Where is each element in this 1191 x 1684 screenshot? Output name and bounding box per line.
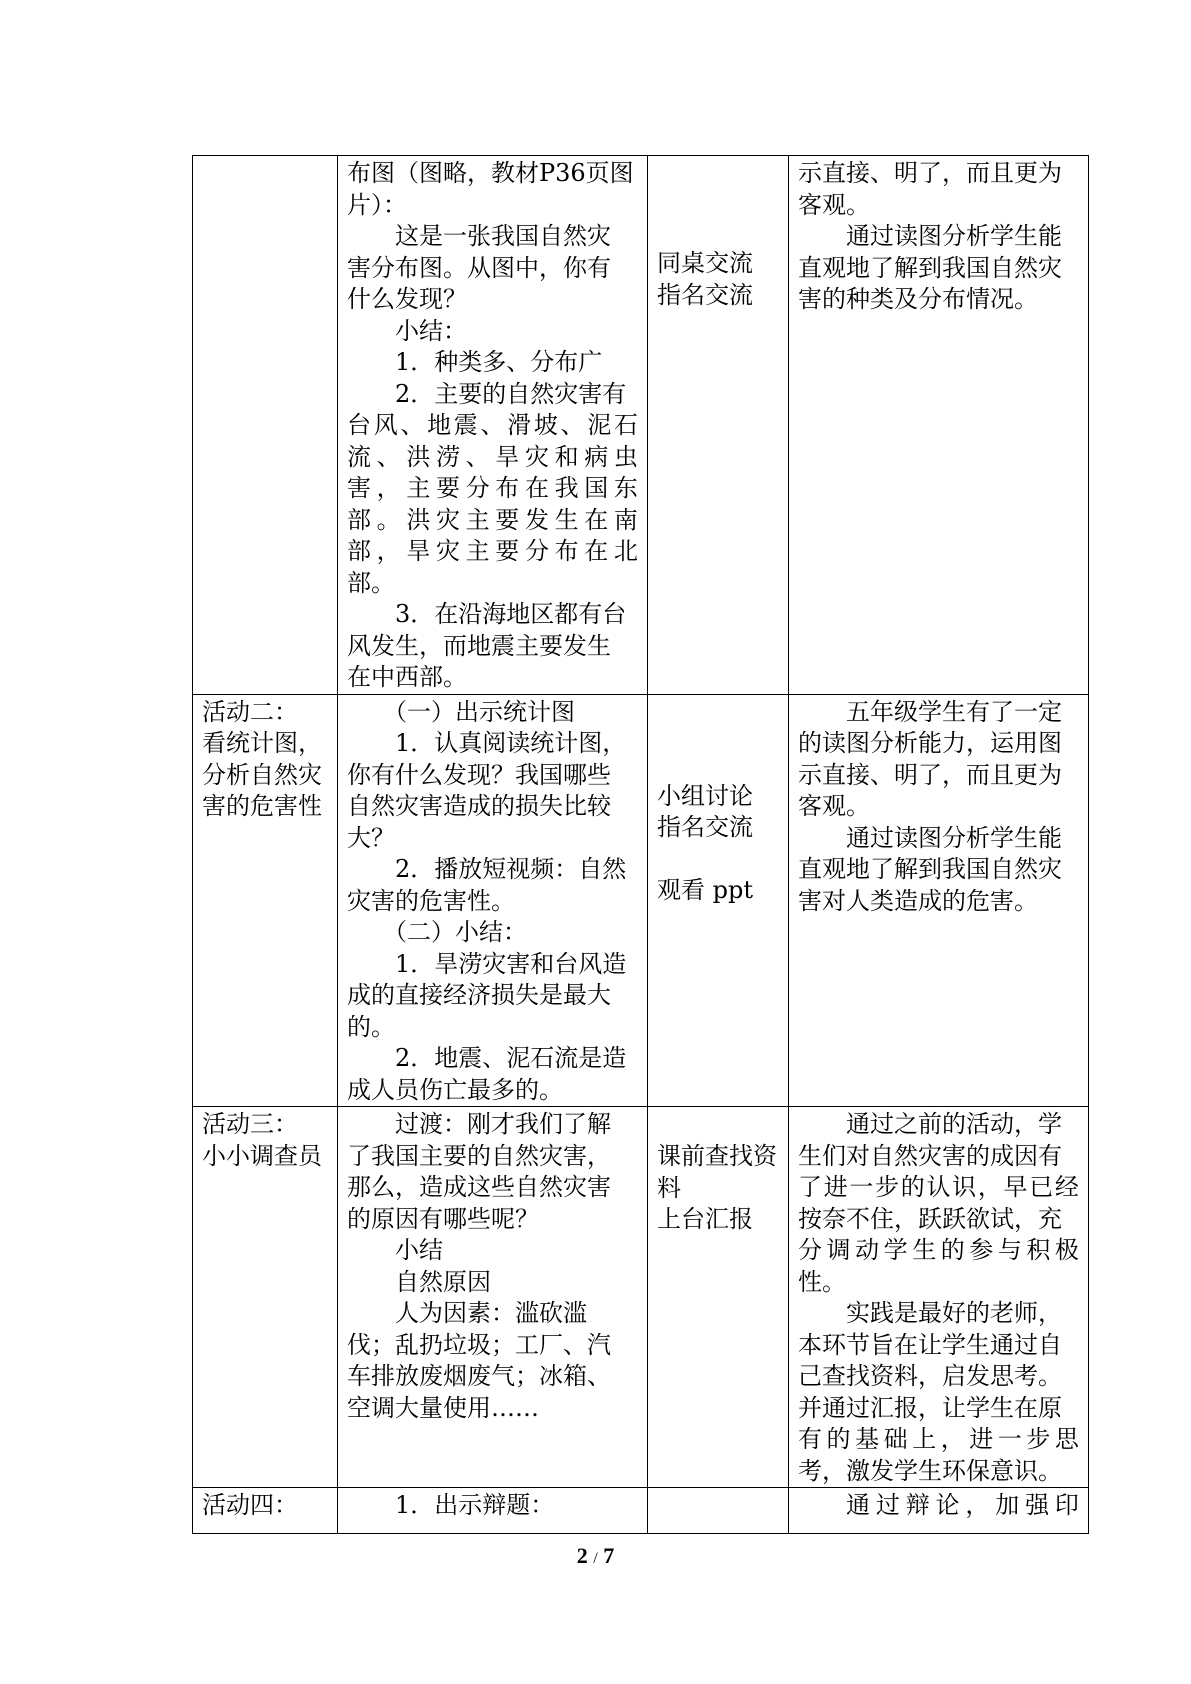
intent-line: 考，激发学生环保意识。 (798, 1456, 1062, 1485)
content-line: 风发生，而地震主要发生 (347, 631, 611, 660)
content-line: 空调大量使用…… (347, 1393, 539, 1422)
intent-line: 生们对自然灾害的成因有 (798, 1141, 1062, 1170)
method-cell (648, 1107, 789, 1488)
intent-line: 示直接、明了，而且更为 (798, 159, 1062, 187)
intent-cell (789, 694, 1089, 1107)
table-row (193, 1488, 1089, 1534)
content-line: 车排放废烟废气；冰箱、 (347, 1362, 611, 1390)
activity-line: 活动三： (202, 1110, 298, 1138)
method-line: 料 (657, 1173, 681, 1202)
content-line: 成的直接经济损失是最大 (347, 981, 611, 1009)
content-line: 2．地震、泥石流是造 (395, 1044, 627, 1072)
content-line: 小结 (395, 1236, 443, 1264)
intent-line: 通过读图分析学生能 (846, 222, 1062, 250)
content-line: （二）小结： (383, 918, 527, 946)
content-cell (338, 694, 648, 1107)
content-line: 2．播放短视频：自然 (395, 855, 627, 883)
content-line: 了我国主要的自然灾害， (347, 1141, 611, 1170)
intent-line: 五年级学生有了一定 (846, 697, 1062, 726)
table-row (193, 1107, 1089, 1488)
page-number (0, 1543, 1191, 1569)
intent-line: 直观地了解到我国自然灾 (798, 855, 1062, 883)
intent-line: 通过之前的活动，学 (846, 1110, 1062, 1138)
lesson-plan-table (192, 155, 1089, 1534)
intent-line: 直观地了解到我国自然灾 (798, 253, 1062, 282)
intent-line: 有 的 基 础 上 ， 进 一 步 思 (798, 1425, 1079, 1453)
intent-line: 害对人类造成的危害。 (798, 886, 1038, 915)
content-line: 灾害的危害性。 (347, 886, 515, 915)
activity-line: 害的危害性 (202, 792, 322, 820)
intent-cell (789, 1107, 1089, 1488)
intent-line: 客观。 (798, 190, 870, 219)
content-line: 过渡：刚才我们了解 (395, 1110, 611, 1138)
intent-line: 按奈不住，跃跃欲试，充 (798, 1204, 1062, 1233)
content-line: 自然原因 (395, 1267, 491, 1296)
content-line: 1．认真阅读统计图， (395, 729, 627, 757)
content-line: 部 。 洪 灾 主 要 发 生 在 南 (347, 505, 638, 534)
method-line: 观看 ppt (657, 876, 753, 904)
activity-line: 活动二： (202, 697, 298, 726)
content-line: 3．在沿海地区都有台 (395, 600, 627, 628)
content-line: 部。 (347, 568, 395, 597)
content-line: 流 、 洪 涝 、 旱 灾 和 病 虫 (347, 442, 638, 471)
content-line: 这是一张我国自然灾 (395, 222, 611, 250)
page-total: 7 (603, 1543, 615, 1568)
intent-line: 实践是最好的老师， (846, 1299, 1062, 1327)
content-line: 那么，造成这些自然灾害 (347, 1173, 611, 1201)
content-line: 大？ (347, 823, 395, 852)
content-line: 伐；乱扔垃圾；工厂、汽 (347, 1330, 611, 1359)
intent-cell (789, 1488, 1089, 1534)
content-line: 1．旱涝灾害和台风造 (395, 949, 627, 978)
content-line: 部 ， 旱 灾 主 要 分 布 在 北 (347, 537, 638, 565)
intent-line: 示直接、明了，而且更为 (798, 760, 1062, 789)
activity-line: 分析自然灾 (202, 760, 322, 789)
content-line: 布图（图略，教材P36页图 (347, 159, 634, 187)
intent-line: 通过读图分析学生能 (846, 823, 1062, 852)
content-line: 片）： (347, 190, 407, 219)
intent-line: 了 进 一 步 的 认 识 ， 早 已 经 (798, 1173, 1079, 1201)
content-cell (338, 156, 648, 695)
content-line: 在中西部。 (347, 663, 467, 691)
method-cell (648, 1488, 789, 1534)
content-line: 害分布图。从图中，你有 (347, 253, 611, 282)
table-row (193, 694, 1089, 1107)
page-current: 2 (576, 1543, 588, 1568)
content-line: 你有什么发现？我国哪些 (347, 760, 611, 789)
intent-line: 性。 (798, 1267, 846, 1296)
content-line: 小结： (395, 316, 467, 345)
intent-line: 本环节旨在让学生通过自 (798, 1330, 1062, 1359)
content-cell (338, 1488, 648, 1534)
content-line: 成人员伤亡最多的。 (347, 1075, 563, 1104)
method-line: 同桌交流 (657, 249, 753, 277)
content-line: 1．种类多、分布广 (395, 348, 603, 376)
method-line: 小组讨论 (657, 781, 753, 810)
method-spacer (657, 844, 779, 876)
intent-line: 害的种类及分布情况。 (798, 285, 1038, 313)
method-line: 指名交流 (657, 813, 753, 841)
content-line: 害 ， 主 要 分 布 在 我 国 东 (347, 474, 638, 502)
method-cell (648, 156, 789, 695)
intent-cell (789, 156, 1089, 695)
activity-line: 活动四： (202, 1491, 298, 1519)
content-line: 自然灾害造成的损失比较 (347, 792, 611, 820)
activity-line: 看统计图， (202, 729, 322, 757)
method-line: 课前查找资 (657, 1142, 777, 1170)
content-line: 2．主要的自然灾害有 (395, 379, 627, 408)
activity-line: 小小调查员 (202, 1141, 322, 1170)
intent-line: 客观。 (798, 792, 870, 820)
activity-cell (193, 156, 338, 695)
method-cell (648, 694, 789, 1107)
content-line: 人为因素：滥砍滥 (395, 1299, 587, 1327)
intent-line: 己查找资料，启发思考。 (798, 1362, 1062, 1390)
content-cell (338, 1107, 648, 1488)
method-line: 指名交流 (657, 280, 753, 309)
content-line: 1．出示辩题： (395, 1491, 555, 1519)
intent-line: 的读图分析能力，运用图 (798, 729, 1062, 757)
activity-cell (193, 694, 338, 1107)
content-line: 台 风 、 地 震 、 滑 坡 、 泥 石 (347, 411, 638, 439)
content-line: 什么发现？ (347, 285, 467, 313)
intent-line: 分 调 动 学 生 的 参 与 积 极 (798, 1236, 1079, 1264)
table-row (193, 156, 1089, 695)
content-line: （一）出示统计图 (383, 697, 575, 726)
intent-line: 并通过汇报，让学生在原 (798, 1393, 1062, 1422)
intent-line: 通 过 辩 论 ， 加 强 印 (846, 1491, 1079, 1519)
page-separator: / (593, 1550, 598, 1567)
content-line: 的。 (347, 1012, 395, 1041)
activity-cell (193, 1488, 338, 1534)
activity-cell (193, 1107, 338, 1488)
content-line: 的原因有哪些呢？ (347, 1204, 539, 1233)
method-line: 上台汇报 (657, 1205, 753, 1233)
